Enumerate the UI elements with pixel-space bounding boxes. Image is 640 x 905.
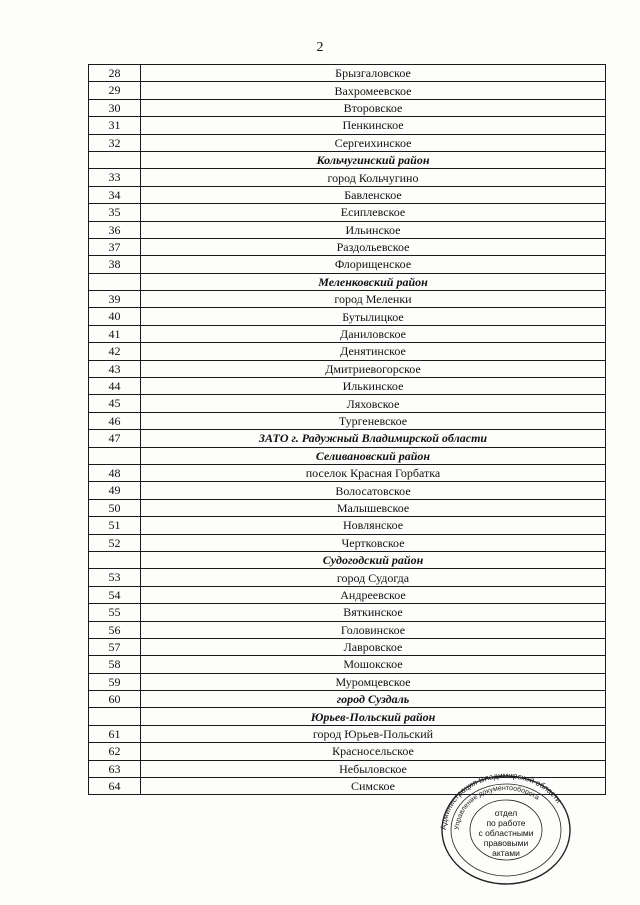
table-row xyxy=(89,169,606,186)
table-row xyxy=(89,725,606,742)
municipality-name: Ильинское xyxy=(141,221,606,238)
row-number: 50 xyxy=(89,499,141,516)
row-number: 34 xyxy=(89,186,141,203)
municipality-name: Малышевское xyxy=(141,499,606,516)
row-number: 63 xyxy=(89,760,141,777)
stamp-line: отдел xyxy=(494,808,518,818)
stamp-line: актами xyxy=(492,848,520,858)
municipality-name: Волосатовское xyxy=(141,482,606,499)
municipality-name: Есиплевское xyxy=(141,204,606,221)
table-heading-row xyxy=(89,551,606,568)
municipality-name: Бутылицкое xyxy=(141,308,606,325)
municipality-name: Раздольевское xyxy=(141,238,606,255)
row-number xyxy=(89,151,141,168)
municipality-name: Второвское xyxy=(141,99,606,116)
municipality-name: Брызгаловское xyxy=(141,65,606,82)
row-number: 60 xyxy=(89,691,141,708)
municipality-name: Даниловское xyxy=(141,325,606,342)
municipality-name: Тургеневское xyxy=(141,412,606,429)
table-row xyxy=(89,604,606,621)
stamp-inner-ring-text: Управление документооборота xyxy=(453,784,541,831)
row-number: 29 xyxy=(89,82,141,99)
row-number: 40 xyxy=(89,308,141,325)
municipality-name: Флорищенское xyxy=(141,256,606,273)
table-row xyxy=(89,134,606,151)
district-heading: Селивановский район xyxy=(141,447,606,464)
municipality-name: Лавровское xyxy=(141,638,606,655)
stamp-line: правовыми xyxy=(483,838,529,848)
table-row xyxy=(89,412,606,429)
row-number xyxy=(89,551,141,568)
row-number: 33 xyxy=(89,169,141,186)
row-number: 44 xyxy=(89,378,141,395)
table-row xyxy=(89,378,606,395)
row-number: 38 xyxy=(89,256,141,273)
row-number: 39 xyxy=(89,291,141,308)
table-row xyxy=(89,517,606,534)
table-row xyxy=(89,638,606,655)
stamp-line: с областными xyxy=(478,828,534,838)
stamp-ring-text: Администрация Владимирской области xyxy=(438,770,564,831)
municipality-name: Вяткинское xyxy=(141,604,606,621)
row-number: 35 xyxy=(89,204,141,221)
row-number: 31 xyxy=(89,117,141,134)
row-number: 37 xyxy=(89,238,141,255)
row-number: 54 xyxy=(89,586,141,603)
municipality-name: Чертковское xyxy=(141,534,606,551)
row-number: 57 xyxy=(89,638,141,655)
municipality-name: город Меленки xyxy=(141,291,606,308)
row-number: 58 xyxy=(89,656,141,673)
table-row xyxy=(89,291,606,308)
row-number: 43 xyxy=(89,360,141,377)
district-heading: ЗАТО г. Радужный Владимирской области xyxy=(141,430,606,447)
table-heading-row xyxy=(89,151,606,168)
district-heading: Судогодский район xyxy=(141,551,606,568)
table-row xyxy=(89,221,606,238)
row-number: 42 xyxy=(89,343,141,360)
table-row xyxy=(89,673,606,690)
table-heading-row xyxy=(89,708,606,725)
row-number: 64 xyxy=(89,778,141,795)
table-row xyxy=(89,464,606,481)
table-heading-row xyxy=(89,447,606,464)
table-row xyxy=(89,621,606,638)
municipality-name: город Судогда xyxy=(141,569,606,586)
municipality-name: Илькинское xyxy=(141,378,606,395)
table-row xyxy=(89,534,606,551)
row-number: 52 xyxy=(89,534,141,551)
row-number: 56 xyxy=(89,621,141,638)
municipality-name: Ляховское xyxy=(141,395,606,412)
table-row xyxy=(89,743,606,760)
table-row xyxy=(89,82,606,99)
table-row xyxy=(89,65,606,82)
page-number: 2 xyxy=(316,40,324,55)
municipality-name: Денятинское xyxy=(141,343,606,360)
municipality-name: Головинское xyxy=(141,621,606,638)
table-row xyxy=(89,204,606,221)
municipality-name: Вахромеевское xyxy=(141,82,606,99)
municipality-name: город Кольчугино xyxy=(141,169,606,186)
row-number: 49 xyxy=(89,482,141,499)
table-row xyxy=(89,360,606,377)
municipality-name: Мошокское xyxy=(141,656,606,673)
table-heading-row xyxy=(89,273,606,290)
row-number: 55 xyxy=(89,604,141,621)
municipality-name: Красносельское xyxy=(141,743,606,760)
municipalities-table xyxy=(88,64,606,795)
municipality-name: Андреевское xyxy=(141,586,606,603)
municipality-name: город Юрьев-Польский xyxy=(141,725,606,742)
municipality-name: Дмитриевогорское xyxy=(141,360,606,377)
row-number: 51 xyxy=(89,517,141,534)
row-number: 62 xyxy=(89,743,141,760)
table-row xyxy=(89,343,606,360)
row-number: 48 xyxy=(89,464,141,481)
table-heading-row xyxy=(89,691,606,708)
district-heading: Меленковский район xyxy=(141,273,606,290)
table-row xyxy=(89,308,606,325)
row-number: 53 xyxy=(89,569,141,586)
table-row xyxy=(89,569,606,586)
row-number: 45 xyxy=(89,395,141,412)
table-row xyxy=(89,499,606,516)
row-number: 36 xyxy=(89,221,141,238)
table-row xyxy=(89,256,606,273)
stamp-line: по работе xyxy=(486,818,526,828)
municipality-name: Сергеихинское xyxy=(141,134,606,151)
district-heading: Кольчугинский район xyxy=(141,151,606,168)
row-number xyxy=(89,447,141,464)
row-number xyxy=(89,708,141,725)
row-number: 59 xyxy=(89,673,141,690)
table-row xyxy=(89,117,606,134)
municipality-name: Пенкинское xyxy=(141,117,606,134)
table-row xyxy=(89,238,606,255)
row-number: 61 xyxy=(89,725,141,742)
table-row xyxy=(89,186,606,203)
municipality-name: Бавленское xyxy=(141,186,606,203)
official-stamp xyxy=(438,770,572,885)
municipality-name: Муромцевское xyxy=(141,673,606,690)
municipality-name: Новлянское xyxy=(141,517,606,534)
table-row xyxy=(89,395,606,412)
row-number: 46 xyxy=(89,412,141,429)
table-heading-row xyxy=(89,430,606,447)
municipality-name: Небыловское xyxy=(141,760,606,777)
table-row xyxy=(89,99,606,116)
row-number: 32 xyxy=(89,134,141,151)
row-number: 47 xyxy=(89,430,141,447)
row-number xyxy=(89,273,141,290)
municipality-name: Симское xyxy=(141,778,606,795)
row-number: 41 xyxy=(89,325,141,342)
table-row xyxy=(89,325,606,342)
district-heading: Юрьев-Польский район xyxy=(141,708,606,725)
row-number: 30 xyxy=(89,99,141,116)
table-body xyxy=(89,65,606,795)
table-row xyxy=(89,482,606,499)
stamp-center-text xyxy=(478,808,534,858)
district-heading: город Суздаль xyxy=(141,691,606,708)
municipality-name: поселок Красная Горбатка xyxy=(141,464,606,481)
table-row xyxy=(89,586,606,603)
row-number: 28 xyxy=(89,65,141,82)
table-row xyxy=(89,656,606,673)
